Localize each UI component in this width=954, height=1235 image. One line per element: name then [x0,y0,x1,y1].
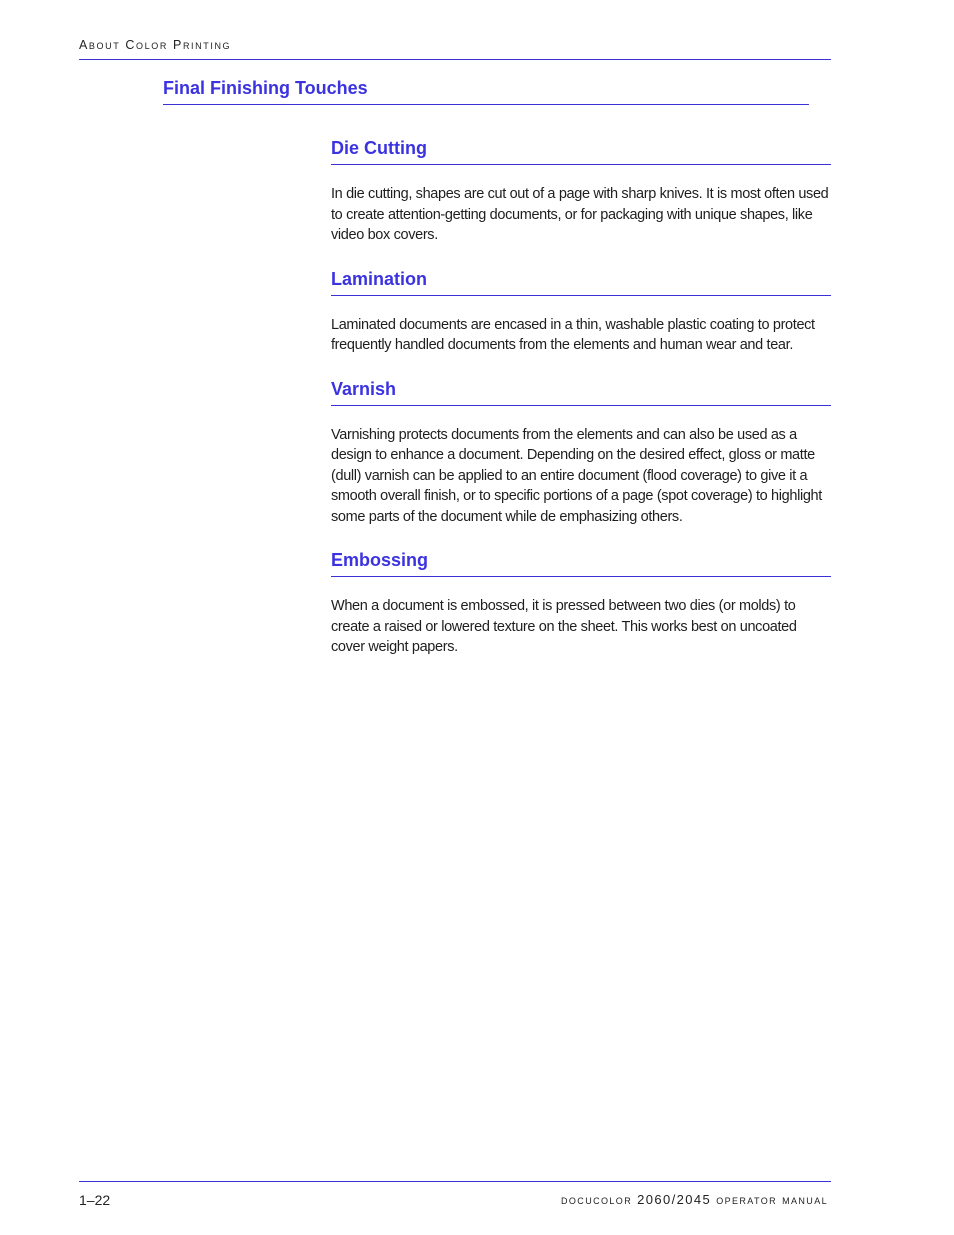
content-column [331,136,831,679]
subsection-heading-embossing: Embossing [331,548,831,577]
page-number: 1–22 [79,1192,111,1208]
header-rule [79,59,831,60]
footer-manual-title [561,1192,828,1207]
section-title: Final Finishing Touches [163,78,368,98]
footer-model: 2060/2045 [637,1192,712,1207]
subsection-heading-lamination: Lamination [331,267,831,296]
footer-manual-label: operator manual [716,1192,828,1207]
subsection-body-varnish: Varnishing protects documents from the elements and can also be used as a design to enhance a document. Depending on the desired effect, gloss or matte (dull) varnish can be applied to an entire document (flood coverage) to give it a smooth overall finish, or to specific portions of a page (spot coverage) to highlight some parts of the document while de emphasizing others. [331,426,822,525]
subsection-body-lamination: Laminated documents are encased in a thin, washable plastic coating to protect frequently handled documents from the elements and human wear and tear. [331,316,815,353]
footer-rule [79,1181,831,1182]
subsection-heading-varnish: Varnish [331,377,831,406]
subsection-body-embossing: When a document is embossed, it is pressed between two dies (or molds) to create a raised or lowered texture on the sheet. This works best on uncoated cover weight papers. [331,598,797,655]
subsection-body-die-cutting: In die cutting, shapes are cut out of a page with sharp knives. It is most often used to create attention-getting documents, or for packaging with unique shapes, like video box covers. [331,186,829,243]
section-rule [163,104,809,105]
running-header: About Color Printing [79,38,232,52]
footer-brand: docucolor [561,1192,633,1207]
subsection-heading-die-cutting: Die Cutting [331,136,831,165]
